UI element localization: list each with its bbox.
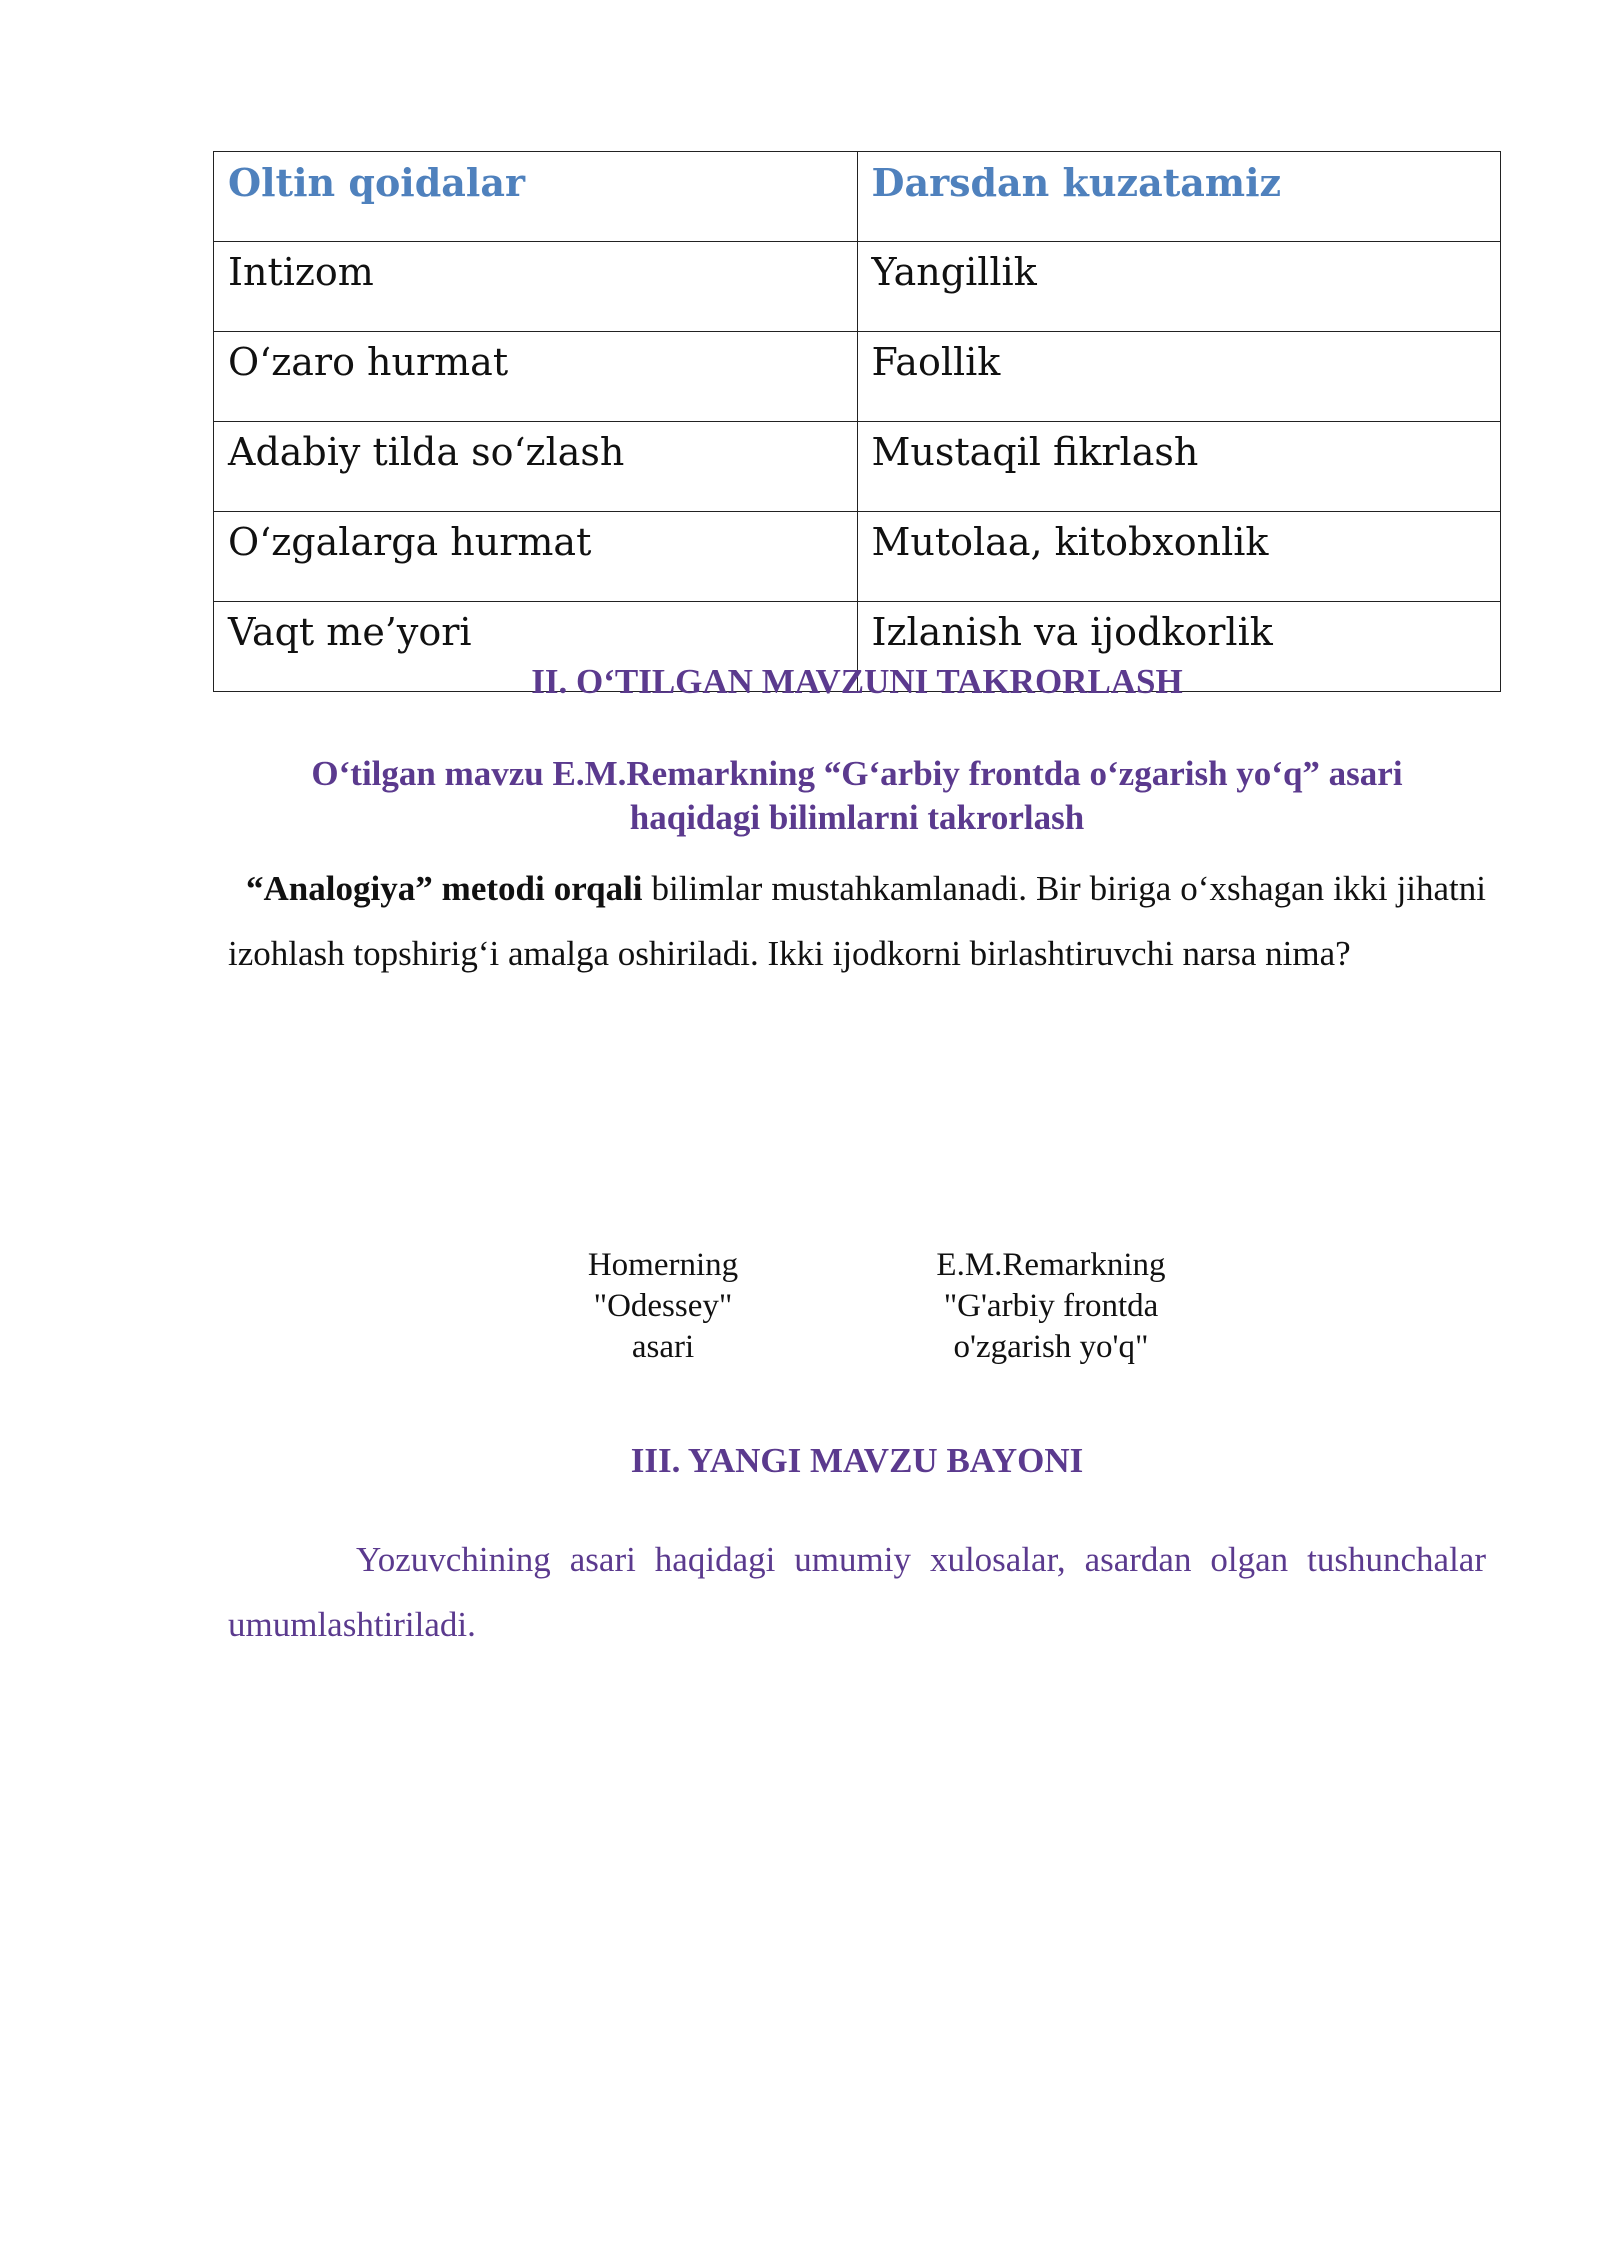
table-cell: Adabiy tilda so‘zlash	[214, 422, 858, 512]
section-2-subtitle-line-1: O‘tilgan mavzu E.M.Remarkning “G‘arbiy frontda o‘zgarish yo‘q” asari	[311, 754, 1403, 793]
venn-left-label-line: "Odessey"	[593, 1288, 733, 1324]
table-cell: Mustaqil fikrlash	[857, 422, 1501, 512]
table-row	[214, 332, 1501, 422]
table-cell: Mutolaa, kitobxonlik	[857, 512, 1501, 602]
venn-left-label	[543, 1245, 783, 1368]
table-cell: Izlanish va ijodkorlik	[857, 602, 1501, 692]
venn-right-label	[891, 1245, 1211, 1368]
section-3-title: III. YANGI MAVZU BAYONI	[630, 1441, 1084, 1480]
table-header-cell: Darsdan kuzatamiz	[857, 152, 1501, 242]
venn-right-label-line: "G'arbiy frontda	[943, 1288, 1159, 1324]
venn-left-label-line: asari	[631, 1329, 695, 1365]
analogy-paragraph	[228, 856, 1486, 986]
section-2-subtitle-line-2: haqidagi bilimlarni takrorlash	[629, 798, 1085, 837]
venn-right-label-line: o'zgarish yo'q"	[953, 1329, 1149, 1365]
table-cell: O‘zgalarga hurmat	[214, 512, 858, 602]
table-row	[214, 242, 1501, 332]
section-2-subtitle	[213, 752, 1501, 840]
table-cell: O‘zaro hurmat	[214, 332, 858, 422]
table-cell: Faollik	[857, 332, 1501, 422]
method-name: “Analogiya” metodi orqali	[246, 869, 643, 908]
table-header-row	[214, 152, 1501, 242]
venn-left-label-line: Homerning	[587, 1247, 739, 1283]
table-cell: Yangillik	[857, 242, 1501, 332]
table-header-cell: Oltin qoidalar	[214, 152, 858, 242]
rules-table	[213, 151, 1501, 692]
venn-right-label-line: E.M.Remarkning	[936, 1247, 1166, 1283]
table-cell: Vaqt me’yori	[214, 602, 858, 692]
section-2-title: II. O‘TILGAN MAVZUNI TAKRORLASH	[531, 662, 1183, 701]
section-3-paragraph: Yozuvchining asari haqidagi umumiy xulosalar, asardan olgan tushunchalar umumlashtiriladi.	[228, 1540, 1486, 1644]
table-cell: Intizom	[214, 242, 858, 332]
table-row	[214, 422, 1501, 512]
table-row	[214, 512, 1501, 602]
method-description: bilimlar mustahkamlanadi. Bir biriga o‘xshagan ikki jihatni izohlash topshirig‘i amalga oshiriladi. Ikki ijodkorni birlashtiruvchi narsa nima?	[228, 869, 1487, 973]
